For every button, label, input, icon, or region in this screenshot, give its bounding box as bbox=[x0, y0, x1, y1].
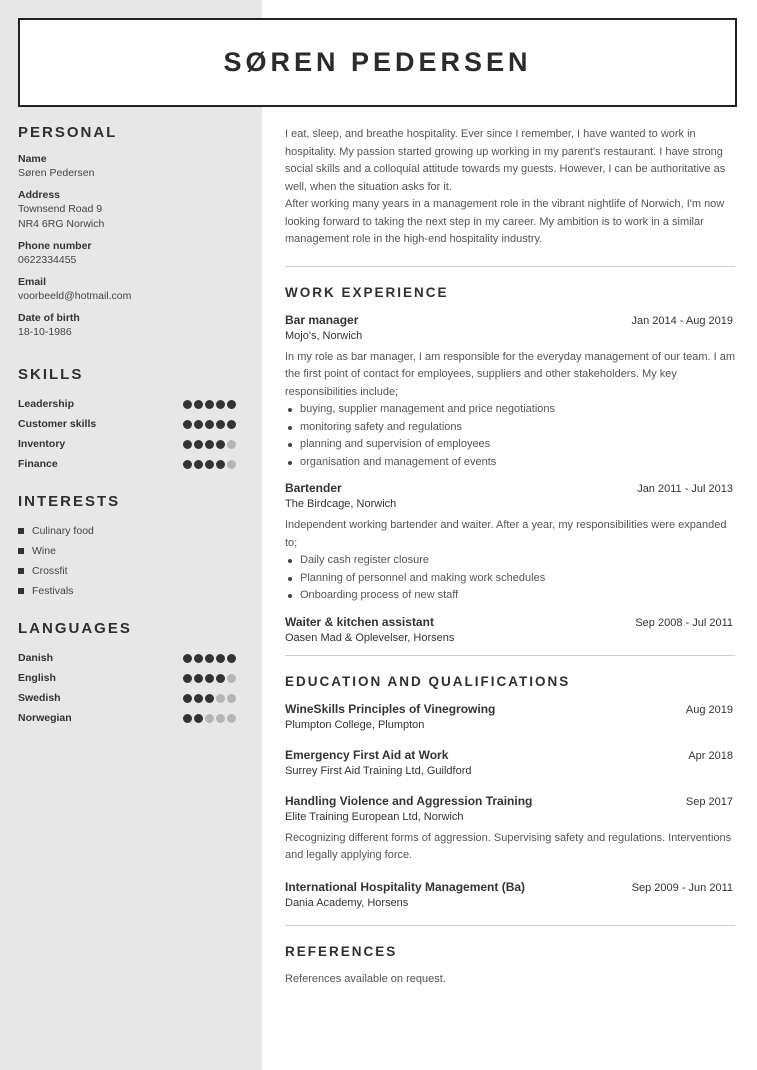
responsibility-item: Onboarding process of new staff bbox=[285, 587, 735, 605]
qualification-date: Sep 2017 bbox=[685, 795, 733, 808]
qualification-title: WineSkills Principles of Vinegrowing bbox=[285, 701, 496, 716]
rating-label: Finance bbox=[18, 458, 58, 470]
responsibility-item: buying, supplier management and price negotiations bbox=[285, 401, 735, 419]
qualification-date: Aug 2019 bbox=[685, 703, 733, 716]
interest-label: Culinary food bbox=[32, 525, 94, 537]
rating-dot-filled bbox=[194, 694, 203, 703]
rating-dot-empty bbox=[205, 714, 214, 723]
field-value: 18-10-1986 bbox=[18, 326, 72, 338]
job-title: Waiter & kitchen assistant bbox=[285, 614, 434, 629]
full-name: SØREN PEDERSEN bbox=[223, 47, 532, 77]
references-heading: REFERENCES bbox=[285, 943, 398, 959]
work-entry bbox=[285, 312, 735, 472]
interest-label: Festivals bbox=[32, 585, 74, 597]
qualification-date: Apr 2018 bbox=[688, 749, 733, 762]
rating-dot-filled bbox=[227, 654, 236, 663]
rating-dot-filled bbox=[227, 420, 236, 429]
personal-field bbox=[18, 239, 238, 268]
education-entry bbox=[285, 793, 735, 865]
responsibility-item: planning and supervision of employees bbox=[285, 436, 735, 454]
field-label: Date of birth bbox=[18, 312, 80, 324]
interest-label: Wine bbox=[32, 545, 56, 557]
rating-dot-filled bbox=[183, 400, 192, 409]
rating-dot-filled bbox=[194, 460, 203, 469]
field-value: NR4 6RG Norwich bbox=[18, 218, 105, 230]
interests-heading: INTERESTS bbox=[18, 493, 121, 510]
rating-dot-filled bbox=[205, 654, 214, 663]
rating-label: Norwegian bbox=[18, 712, 72, 724]
rating-dots bbox=[183, 400, 236, 409]
references-section bbox=[285, 944, 735, 989]
skills-heading: SKILLS bbox=[18, 366, 84, 383]
field-value: voorbeeld@hotmail.com bbox=[18, 290, 132, 302]
education-section bbox=[285, 674, 735, 911]
job-employer: Mojo's, Norwich bbox=[285, 329, 363, 342]
rating-dot-filled bbox=[194, 654, 203, 663]
rating-dots bbox=[183, 654, 236, 663]
education-list bbox=[285, 701, 735, 911]
rating-dot-filled bbox=[194, 674, 203, 683]
rating-dot-filled bbox=[205, 400, 214, 409]
rating-dot-filled bbox=[194, 400, 203, 409]
interests-list bbox=[18, 521, 238, 601]
rating-dot-empty bbox=[227, 674, 236, 683]
rating-dot-filled bbox=[183, 654, 192, 663]
rating-dots bbox=[183, 440, 236, 449]
entry-header bbox=[285, 701, 735, 717]
education-entry bbox=[285, 747, 735, 779]
skills-list bbox=[18, 394, 238, 474]
languages-list bbox=[18, 648, 238, 728]
rating-dots bbox=[183, 694, 236, 703]
rating-dot-filled bbox=[183, 714, 192, 723]
interest-item bbox=[18, 561, 238, 581]
personal-heading: PERSONAL bbox=[18, 124, 118, 141]
rating-dot-filled bbox=[194, 714, 203, 723]
qualification-title: Emergency First Aid at Work bbox=[285, 747, 449, 762]
job-description: In my role as bar manager, I am responsible for the everyday management of our team. I am the first point of contact for employees, suppliers and other stakeholders. My key responsibilities include; bbox=[285, 350, 735, 398]
rating-dot-empty bbox=[227, 440, 236, 449]
rating-dot-filled bbox=[194, 440, 203, 449]
work-section bbox=[285, 285, 735, 646]
institution: Dania Academy, Horsens bbox=[285, 896, 409, 909]
rating-dot-empty bbox=[227, 714, 236, 723]
responsibility-item: monitoring safety and regulations bbox=[285, 419, 735, 437]
job-date: Sep 2008 - Jul 2011 bbox=[635, 616, 733, 629]
entry-header bbox=[285, 480, 735, 496]
responsibility-list bbox=[285, 552, 735, 605]
rating-dots bbox=[183, 674, 236, 683]
field-label: Address bbox=[18, 189, 61, 201]
responsibility-list bbox=[285, 401, 735, 471]
field-label: Phone number bbox=[18, 240, 92, 252]
institution: Plumpton College, Plumpton bbox=[285, 718, 425, 731]
rating-label: Inventory bbox=[18, 438, 66, 450]
job-title: Bartender bbox=[285, 481, 342, 495]
job-employer: The Birdcage, Norwich bbox=[285, 498, 397, 510]
institution: Elite Training European Ltd, Norwich bbox=[285, 810, 464, 823]
rating-dot-filled bbox=[216, 460, 225, 469]
entry-header bbox=[285, 312, 735, 328]
square-bullet-icon bbox=[18, 528, 24, 534]
rating-dot-filled bbox=[205, 694, 214, 703]
rating-dot-filled bbox=[227, 400, 236, 409]
rating-dots bbox=[183, 420, 236, 429]
interest-label: Crossfit bbox=[32, 565, 68, 577]
entry-header bbox=[285, 747, 735, 763]
rating-row bbox=[18, 708, 238, 728]
rating-dot-filled bbox=[205, 460, 214, 469]
rating-row bbox=[18, 434, 238, 454]
rating-dot-empty bbox=[216, 714, 225, 723]
personal-field bbox=[18, 188, 238, 232]
job-title: Bar manager bbox=[285, 312, 359, 327]
institution: Surrey First Aid Training Ltd, Guildford bbox=[285, 764, 472, 777]
entry-header bbox=[285, 614, 735, 630]
education-entry bbox=[285, 701, 735, 733]
personal-section bbox=[18, 124, 238, 340]
divider bbox=[285, 266, 735, 267]
field-label: Email bbox=[18, 276, 47, 288]
rating-row bbox=[18, 454, 238, 474]
rating-dot-filled bbox=[205, 440, 214, 449]
rating-row bbox=[18, 414, 238, 434]
rating-dots bbox=[183, 714, 236, 723]
main-content bbox=[285, 126, 735, 988]
square-bullet-icon bbox=[18, 588, 24, 594]
rating-dot-filled bbox=[183, 674, 192, 683]
rating-label: English bbox=[18, 672, 56, 684]
rating-dot-filled bbox=[216, 674, 225, 683]
rating-dot-filled bbox=[216, 440, 225, 449]
rating-dot-filled bbox=[205, 674, 214, 683]
rating-dot-filled bbox=[205, 420, 214, 429]
square-bullet-icon bbox=[18, 548, 24, 554]
rating-dot-filled bbox=[183, 420, 192, 429]
profile-paragraph: After working many years in a management role in the vibrant nightlife of Norwich, I'm now looking forward to taking the next step in my career. My ambition is to work in a similar management role in the high-end hospitality industry. bbox=[285, 198, 725, 245]
work-list bbox=[285, 312, 735, 646]
personal-field bbox=[18, 311, 238, 340]
entry-header bbox=[285, 793, 735, 809]
rating-label: Swedish bbox=[18, 692, 61, 704]
rating-dots bbox=[183, 460, 236, 469]
education-entry bbox=[285, 879, 735, 911]
skills-section bbox=[18, 366, 238, 474]
rating-dot-filled bbox=[183, 460, 192, 469]
qualification-description: Recognizing different forms of aggression. Supervising safety and regulations. Interventions and legally applying force. bbox=[285, 831, 732, 861]
rating-dot-filled bbox=[216, 420, 225, 429]
work-heading: WORK EXPERIENCE bbox=[285, 284, 449, 300]
rating-dot-filled bbox=[216, 654, 225, 663]
sidebar-content bbox=[18, 124, 238, 728]
qualification-title: International Hospitality Management (Ba) bbox=[285, 879, 526, 894]
rating-row bbox=[18, 394, 238, 414]
rating-label: Leadership bbox=[18, 398, 75, 410]
languages-section bbox=[18, 620, 238, 728]
entry-header bbox=[285, 879, 735, 895]
profile-paragraph: I eat, sleep, and breathe hospitality. Ever since I remember, I have wanted to work in hospitality. My passion started growing up working in my parent's restaurant. I have strong social skills and a colloquial attitude towards my guests. However, I can be authoritative as well, when the situation asks for it. bbox=[285, 128, 726, 193]
interest-item bbox=[18, 581, 238, 601]
rating-row bbox=[18, 648, 238, 668]
rating-dot-filled bbox=[183, 440, 192, 449]
field-value: Townsend Road 9 bbox=[18, 203, 103, 215]
rating-dot-empty bbox=[227, 460, 236, 469]
rating-label: Danish bbox=[18, 652, 54, 664]
interests-section bbox=[18, 493, 238, 601]
education-heading: EDUCATION AND QUALIFICATIONS bbox=[285, 673, 571, 689]
personal-field bbox=[18, 275, 238, 304]
languages-heading: LANGUAGES bbox=[18, 620, 132, 637]
personal-fields bbox=[18, 152, 238, 340]
responsibility-item: Planning of personnel and making work schedules bbox=[285, 570, 735, 588]
square-bullet-icon bbox=[18, 568, 24, 574]
field-label: Name bbox=[18, 153, 47, 165]
rating-row bbox=[18, 688, 238, 708]
rating-dot-filled bbox=[194, 420, 203, 429]
divider bbox=[285, 925, 735, 926]
divider bbox=[285, 655, 735, 656]
qualification-date: Sep 2009 - Jun 2011 bbox=[631, 881, 733, 894]
profile-summary bbox=[285, 126, 735, 249]
rating-dot-empty bbox=[216, 694, 225, 703]
work-entry bbox=[285, 614, 735, 646]
rating-dot-empty bbox=[227, 694, 236, 703]
interest-item bbox=[18, 521, 238, 541]
rating-label: Customer skills bbox=[18, 418, 97, 430]
personal-field bbox=[18, 152, 238, 181]
rating-row bbox=[18, 668, 238, 688]
interest-item bbox=[18, 541, 238, 561]
references-text: References available on request. bbox=[285, 972, 446, 985]
job-employer: Oasen Mad & Oplevelser, Horsens bbox=[285, 631, 455, 644]
rating-dot-filled bbox=[183, 694, 192, 703]
job-date: Jan 2014 - Aug 2019 bbox=[631, 314, 733, 327]
field-value: Søren Pedersen bbox=[18, 167, 95, 179]
name-header bbox=[18, 18, 737, 107]
rating-dot-filled bbox=[216, 400, 225, 409]
qualification-title: Handling Violence and Aggression Training bbox=[285, 793, 533, 808]
job-date: Jan 2011 - Jul 2013 bbox=[637, 483, 733, 495]
responsibility-item: Daily cash register closure bbox=[285, 552, 735, 570]
job-description: Independent working bartender and waiter. After a year, my responsibilities were expanded to; bbox=[285, 519, 727, 549]
work-entry bbox=[285, 480, 735, 605]
field-value: 0622334455 bbox=[18, 254, 77, 266]
responsibility-item: organisation and management of events bbox=[285, 454, 735, 472]
